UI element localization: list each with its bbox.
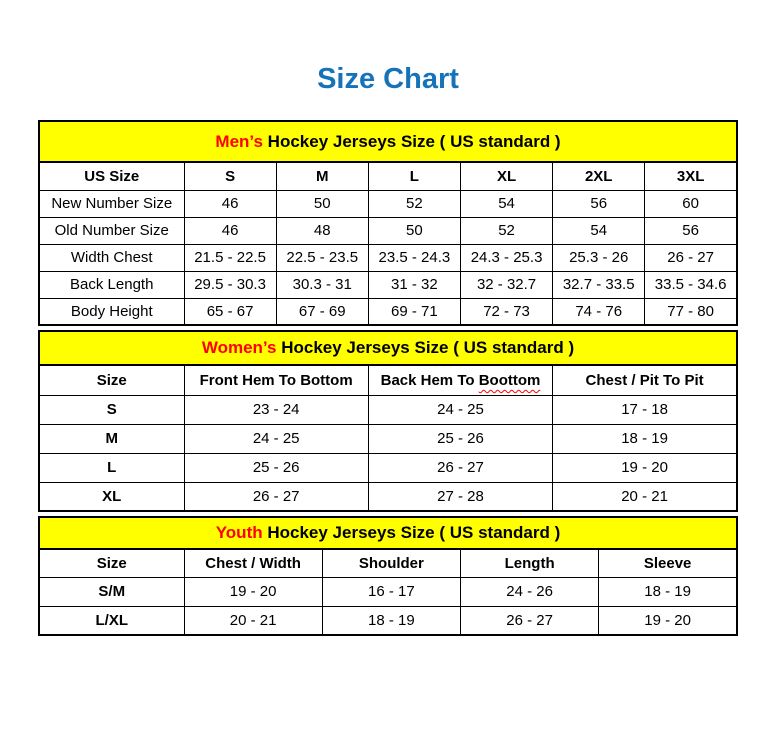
mens-table-cell: 54 [460, 190, 552, 217]
mens-table-row [39, 190, 737, 217]
mens-table-row [39, 271, 737, 298]
mens-table-cell: 32.7 - 33.5 [553, 271, 645, 298]
womens-banner-highlight: Women’s [201, 338, 277, 357]
womens-table-cell: 26 - 27 [184, 482, 368, 511]
youth-column-header: Sleeve [599, 549, 737, 577]
womens-banner-text: Hockey Jerseys Size ( US standard ) [276, 338, 575, 357]
youth-header-row [39, 549, 737, 577]
womens-table-cell: 25 - 26 [368, 424, 552, 453]
mens-table-cell: 46 [184, 217, 276, 244]
mens-column-header: XL [460, 162, 552, 190]
mens-table-cell: 69 - 71 [368, 298, 460, 325]
womens-table-cell: 17 - 18 [553, 395, 737, 424]
mens-table-cell: 48 [276, 217, 368, 244]
womens-size-table [38, 330, 738, 512]
mens-column-header: US Size [39, 162, 184, 190]
womens-table-cell: 25 - 26 [184, 453, 368, 482]
mens-table-cell: 52 [368, 190, 460, 217]
mens-table-cell: 32 - 32.7 [460, 271, 552, 298]
mens-table-cell: 56 [645, 217, 737, 244]
youth-column-header: Shoulder [322, 549, 460, 577]
womens-banner [39, 331, 737, 365]
size-tables [38, 120, 738, 636]
mens-table-row [39, 244, 737, 271]
mens-table-cell: 56 [553, 190, 645, 217]
womens-table-row [39, 395, 737, 424]
mens-table-cell: 33.5 - 34.6 [645, 271, 737, 298]
youth-column-header: Length [461, 549, 599, 577]
mens-table-cell: 29.5 - 30.3 [184, 271, 276, 298]
womens-row-label: XL [39, 482, 184, 511]
mens-row-label: New Number Size [39, 190, 184, 217]
youth-row-label: L/XL [39, 606, 184, 635]
youth-table-cell: 24 - 26 [461, 577, 599, 606]
womens-table-row [39, 453, 737, 482]
mens-table-cell: 72 - 73 [460, 298, 552, 325]
youth-row-label: S/M [39, 577, 184, 606]
mens-column-header: S [184, 162, 276, 190]
mens-column-header: L [368, 162, 460, 190]
womens-column-header-misspelled-word: Boottom [478, 371, 541, 389]
youth-table-row [39, 577, 737, 606]
mens-banner-highlight: Men’s [215, 131, 263, 151]
mens-banner [39, 121, 737, 162]
youth-size-table [38, 516, 738, 636]
mens-column-header: 2XL [553, 162, 645, 190]
mens-size-table [38, 120, 738, 326]
mens-row-label: Body Height [39, 298, 184, 325]
youth-banner [39, 517, 737, 549]
womens-table-cell: 27 - 28 [368, 482, 552, 511]
youth-table-cell: 20 - 21 [184, 606, 322, 635]
mens-column-header: 3XL [645, 162, 737, 190]
womens-column-header: Front Hem To Bottom [184, 365, 368, 395]
mens-table-cell: 67 - 69 [276, 298, 368, 325]
page-title: Size Chart [317, 63, 459, 95]
mens-table-row [39, 298, 737, 325]
mens-table-cell: 21.5 - 22.5 [184, 244, 276, 271]
mens-table-row [39, 217, 737, 244]
mens-table-cell: 65 - 67 [184, 298, 276, 325]
womens-column-header [368, 365, 552, 395]
womens-table-cell: 18 - 19 [553, 424, 737, 453]
womens-table-cell: 20 - 21 [553, 482, 737, 511]
youth-table-row [39, 606, 737, 635]
mens-header-row [39, 162, 737, 190]
mens-table-cell: 50 [368, 217, 460, 244]
youth-banner-text: Hockey Jerseys Size ( US standard ) [262, 523, 561, 542]
womens-table-cell: 23 - 24 [184, 395, 368, 424]
mens-row-label: Old Number Size [39, 217, 184, 244]
mens-row-label: Back Length [39, 271, 184, 298]
womens-table-cell: 24 - 25 [368, 395, 552, 424]
youth-table-cell: 18 - 19 [599, 577, 737, 606]
mens-table-cell: 54 [553, 217, 645, 244]
youth-table-cell: 26 - 27 [461, 606, 599, 635]
youth-table-cell: 18 - 19 [322, 606, 460, 635]
mens-table-cell: 25.3 - 26 [553, 244, 645, 271]
womens-table-row [39, 424, 737, 453]
womens-column-header: Size [39, 365, 184, 395]
mens-table-cell: 77 - 80 [645, 298, 737, 325]
youth-banner-highlight: Youth [215, 523, 263, 542]
mens-table-cell: 23.5 - 24.3 [368, 244, 460, 271]
womens-header-row [39, 365, 737, 395]
mens-table-cell: 46 [184, 190, 276, 217]
youth-table-cell: 19 - 20 [184, 577, 322, 606]
mens-table-cell: 74 - 76 [553, 298, 645, 325]
womens-table-cell: 19 - 20 [553, 453, 737, 482]
mens-row-label: Width Chest [39, 244, 184, 271]
mens-table-cell: 52 [460, 217, 552, 244]
womens-column-header: Chest / Pit To Pit [553, 365, 737, 395]
mens-column-header: M [276, 162, 368, 190]
mens-table-cell: 31 - 32 [368, 271, 460, 298]
mens-table-cell: 26 - 27 [645, 244, 737, 271]
mens-table-cell: 50 [276, 190, 368, 217]
womens-column-header-prefix: Back Hem To [380, 371, 479, 389]
mens-table-cell: 24.3 - 25.3 [460, 244, 552, 271]
mens-banner-text: Hockey Jerseys Size ( US standard ) [262, 131, 561, 151]
mens-table-cell: 30.3 - 31 [276, 271, 368, 298]
youth-column-header: Chest / Width [184, 549, 322, 577]
womens-table-row [39, 482, 737, 511]
womens-row-label: L [39, 453, 184, 482]
mens-table-cell: 22.5 - 23.5 [276, 244, 368, 271]
youth-table-cell: 19 - 20 [599, 606, 737, 635]
mens-table-cell: 60 [645, 190, 737, 217]
youth-column-header: Size [39, 549, 184, 577]
womens-table-cell: 26 - 27 [368, 453, 552, 482]
youth-table-cell: 16 - 17 [322, 577, 460, 606]
womens-table-cell: 24 - 25 [184, 424, 368, 453]
womens-row-label: S [39, 395, 184, 424]
womens-row-label: M [39, 424, 184, 453]
